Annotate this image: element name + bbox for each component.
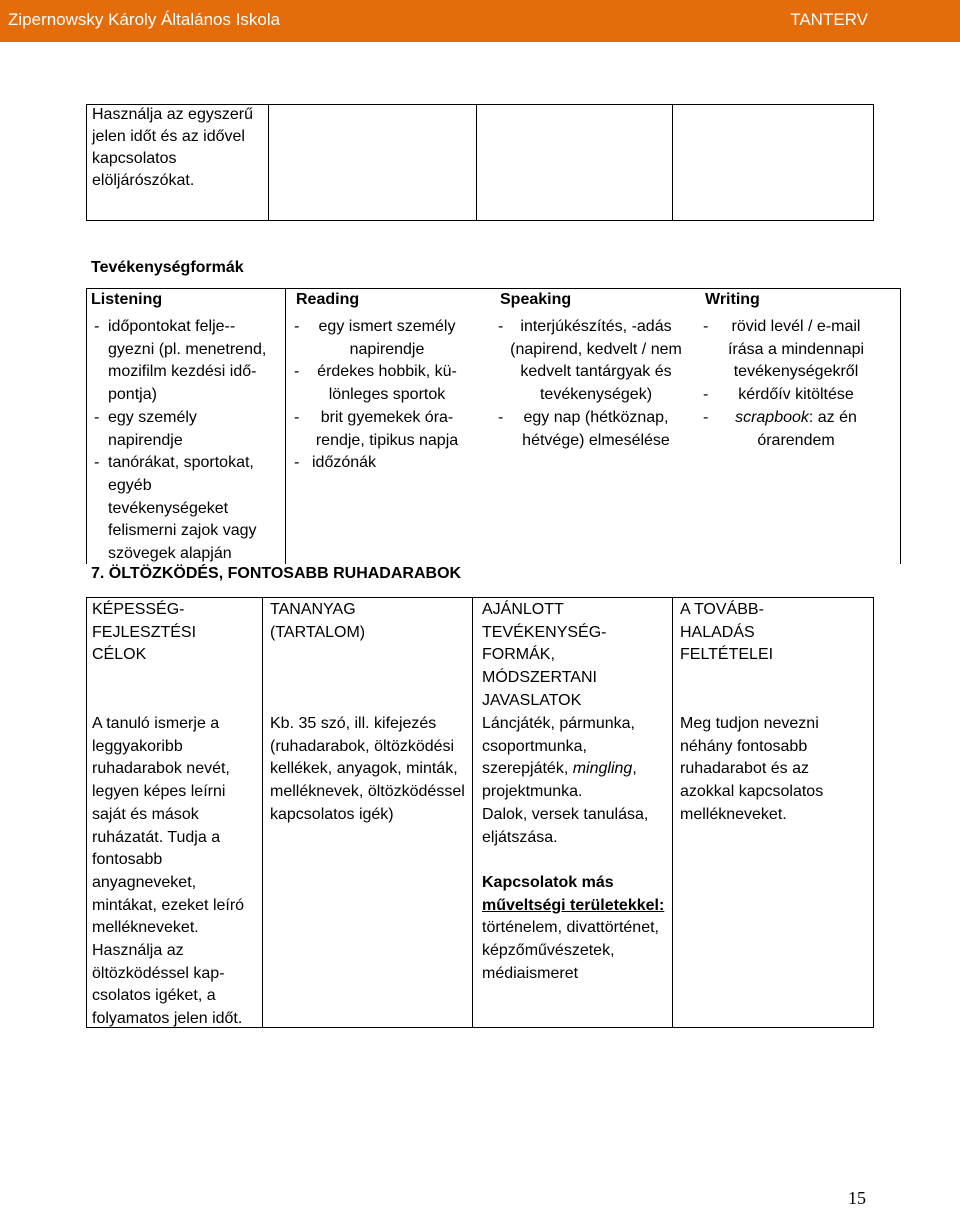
progress-header: A TOVÁBB-HALADÁS FELTÉTELEI [680,601,774,664]
writing-heading: Writing [705,291,760,308]
activities-frame-top [86,288,901,289]
activities-title: Tevékenységformák [91,259,244,276]
methods-text [476,713,676,985]
top-cell-text: Használja az egyszerű jelen időt és az idővel kapcsolatos elöljárószókat. [92,106,253,189]
connections-list: történelem, divattörténet, képzőművészetek, médiaismeret [482,919,659,982]
list-item: - tanórákat, sportokat, egyéb tevékenységeket felismerni zajok vagy szövegek alapján [90,452,270,566]
top-cell-3 [476,104,672,221]
list-item: - interjúkészítés, -adás (napirend, kedvelt / nem kedvelt tantárgyak és tevékenységek) [498,316,684,407]
list-item: - egy személy napirendje [90,407,270,452]
methods-part-a-end: , projektmunka. [482,760,637,801]
section-title: 7. ÖLTÖZKÖDÉS, FONTOSABB RUHADARABOK [91,565,462,582]
document-type: TANTERV [790,10,868,29]
list-item: - időpontokat felje-- gyezni (pl. menetrend, mozifilm kezdési idő-pontja) [90,316,270,407]
activities-divider-1 [285,288,286,564]
list-item: - brit gyemekek óra-rendje, tipikus napja [294,407,470,452]
speaking-heading: Speaking [500,291,572,308]
list-item: - érdekes hobbik, kü-lönleges sportok [294,361,470,406]
listening-list [90,316,270,566]
methods-header: AJÁNLOTT TEVÉKENYSÉG-FORMÁK, MÓDSZERTANI JAVASLATOK [482,601,607,709]
page-number: 15 [848,1188,866,1208]
writing-list [703,316,879,452]
speaking-list [498,316,684,452]
connections-heading: Kapcsolatok más [482,873,614,891]
goals-text: A tanuló ismerje a leggyakoribb ruhadarabok nevét, legyen képes leírni saját és mások ruházatát. Tudja a fontosabb anyagneveket, mintákat, ezeket leíró mellékneveket. Használja az öltözködéssel kap-csolatos igéket, a folyamatos jelen időt. [92,715,245,1028]
listening-heading: Listening [91,291,163,308]
mingling-term: mingling [572,760,633,778]
methods-part-b: Dalok, versek tanulása, eljátszása. [482,805,649,846]
header-bar [0,0,960,42]
activities-frame-right [900,288,901,564]
scrapbook-term: scrapbook [735,408,809,426]
content-text: Kb. 35 szó, ill. kifejezés (ruhadarabok, öltözködési kellékek, anyagok, minták, melléknevek, öltözködéssel kapcsolatos igék) [270,715,465,823]
school-name: Zipernowsky Károly Általános Iskola [8,10,281,29]
reading-heading: Reading [296,291,360,308]
list-item: - scrapbook: az én órarendem [703,407,879,452]
top-cell-4 [672,104,874,221]
goals-header: KÉPESSÉG-FEJLESZTÉSI CÉLOK [92,601,197,664]
connections-heading-2: műveltségi területekkel: [482,896,665,914]
methods-part-a: Láncjáték, pármunka, csoportmunka, szerepjáték, [482,715,635,778]
activities-frame-left [86,288,87,564]
list-item: - időzónák [294,452,470,475]
reading-list [294,316,470,475]
list-item: - kérdőív kitöltése [703,384,879,407]
list-item: - egy nap (hétköznap, hétvége) elmesélése [498,407,684,452]
list-item: - egy ismert személy napirendje [294,316,470,361]
top-cell-2 [268,104,476,221]
progress-text: Meg tudjon nevezni néhány fontosabb ruhadarabot és az azokkal kapcsolatos mellékneveket. [680,715,824,823]
list-item: - rövid levél / e-mail írása a mindennapi tevékenységekről [703,316,879,384]
content-header: TANANYAG (TARTALOM) [270,601,366,641]
